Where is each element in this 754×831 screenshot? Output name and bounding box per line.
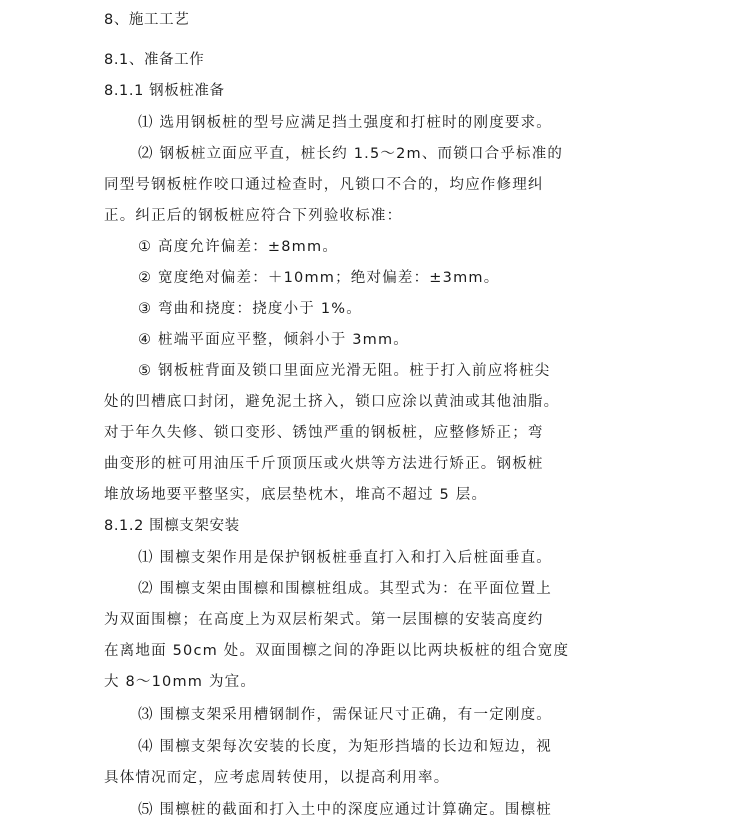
list-item-3: ③ 弯曲和挠度：挠度小于 1%。 bbox=[138, 301, 362, 317]
paragraph-q2-line-1: ⑵ 围檩支架由围檩和围檩桩组成。其型式为：在平面位置上 bbox=[138, 581, 553, 597]
paragraph-1: ⑴ 选用钢板桩的型号应满足挡土强度和打桩时的刚度要求。 bbox=[138, 115, 553, 131]
section-8-1-heading: 8.1、准备工作 bbox=[104, 52, 205, 68]
paragraph-2-line-2: 同型号钢板桩作咬口通过检查时，凡锁口不合的，均应作修理纠 bbox=[104, 177, 544, 193]
list-item-5-line-2: 处的凹槽底口封闭，避免泥土挤入，锁口应涂以黄油或其他油脂。 bbox=[104, 394, 560, 410]
list-item-5-line-1: ⑤ 钢板桩背面及锁口里面应光滑无阻。桩于打入前应将桩尖 bbox=[138, 363, 551, 379]
paragraph-2-line-1: ⑵ 钢板桩立面应平直，桩长约 1.5～2m、而锁口合乎标准的 bbox=[138, 146, 564, 162]
list-item-1: ① 高度允许偏差：±8mm。 bbox=[138, 239, 339, 255]
section-8-1-1-heading: 8.1.1 钢板桩准备 bbox=[104, 83, 225, 99]
paragraph-q2-line-2: 为双面围檩；在高度上为双层桁架式。第一层围檩的安装高度约 bbox=[104, 612, 544, 628]
list-item-4: ④ 桩端平面应平整，倾斜小于 3mm。 bbox=[138, 332, 409, 348]
list-item-5-line-4: 曲变形的桩可用油压千斤顶顶压或火烘等方法进行矫正。钢板桩 bbox=[104, 456, 544, 472]
paragraph-q4-line-2: 具体情况而定，应考虑周转使用，以提高利用率。 bbox=[104, 770, 450, 786]
paragraph-q1: ⑴ 围檩支架作用是保护钢板桩垂直打入和打入后桩面垂直。 bbox=[138, 550, 553, 566]
paragraph-q2-line-3: 在离地面 50cm 处。双面围檩之间的净距以比两块板桩的组合宽度 bbox=[104, 643, 570, 659]
section-8-heading: 8、施工工艺 bbox=[104, 12, 190, 28]
list-item-2: ② 宽度绝对偏差：＋10mm；绝对偏差：±3mm。 bbox=[138, 270, 500, 286]
paragraph-2-line-3: 正。纠正后的钢板桩应符合下列验收标准： bbox=[104, 208, 403, 224]
paragraph-q4-line-1: ⑷ 围檩支架每次安装的长度，为矩形挡墙的长边和短边，视 bbox=[138, 739, 553, 755]
list-item-5-line-3: 对于年久失修、锁口变形、锈蚀严重的钢板桩，应整修矫正；弯 bbox=[104, 425, 544, 441]
paragraph-q5: ⑸ 围檩桩的截面和打入土中的深度应通过计算确定。围檩桩 bbox=[138, 802, 553, 818]
list-item-5-line-5: 堆放场地要平整坚实，底层垫枕木，堆高不超过 5 层。 bbox=[104, 487, 488, 503]
paragraph-q3: ⑶ 围檩支架采用槽钢制作，需保证尺寸正确，有一定刚度。 bbox=[138, 707, 553, 723]
section-8-1-2-heading: 8.1.2 围檩支架安装 bbox=[104, 518, 240, 534]
paragraph-q2-line-4: 大 8～10mm 为宜。 bbox=[104, 674, 257, 690]
